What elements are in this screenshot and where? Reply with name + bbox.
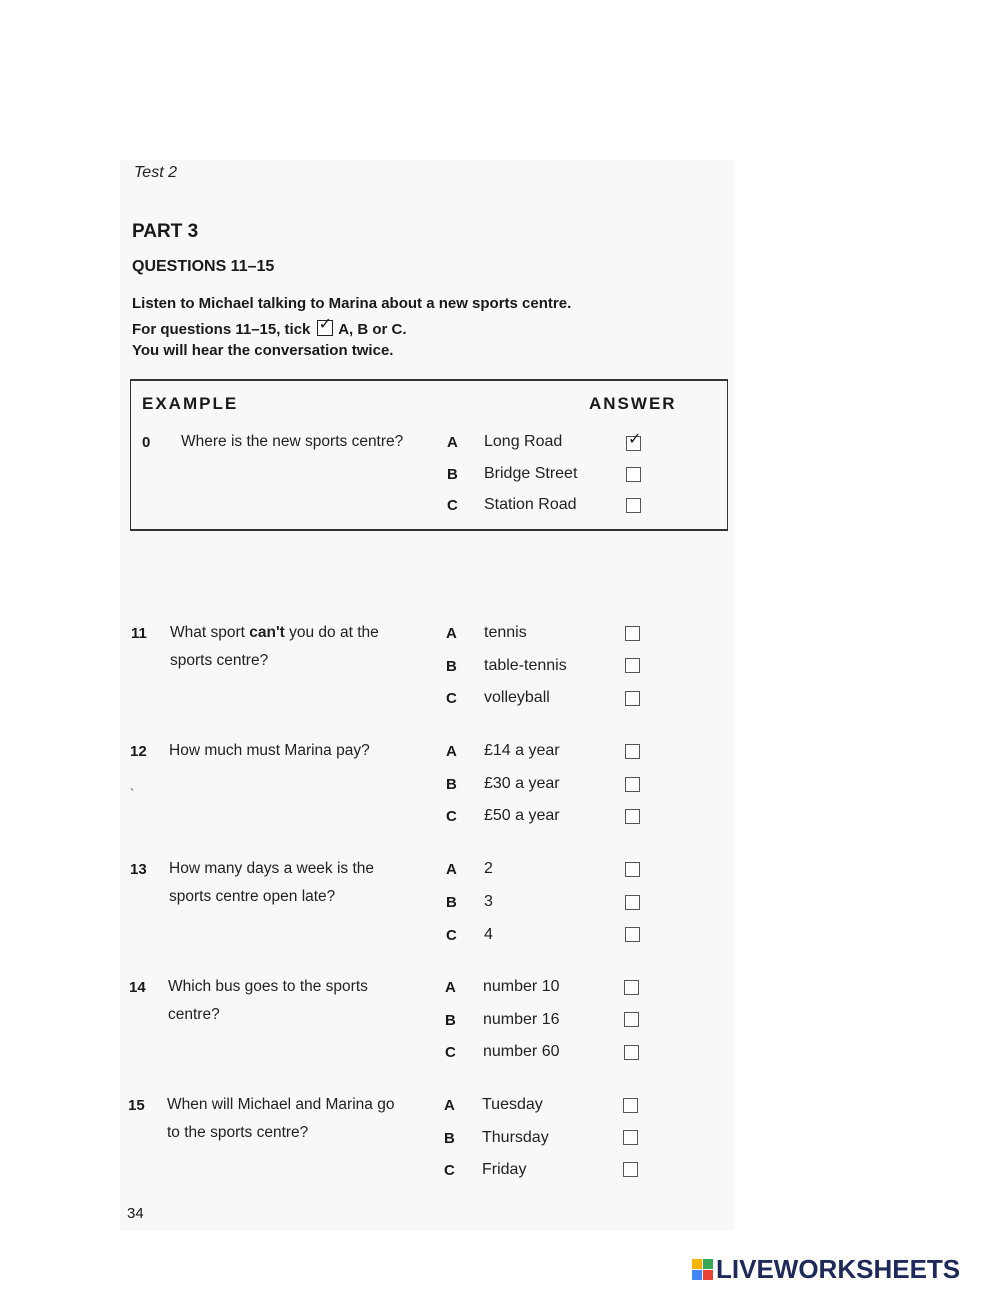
answer-checkbox[interactable] (625, 691, 640, 706)
answer-checkbox[interactable] (625, 927, 640, 942)
example-option-letter: B (447, 466, 458, 483)
question-number: 14 (129, 979, 146, 996)
answer-checkbox[interactable] (625, 744, 640, 759)
option-text: 3 (484, 893, 493, 910)
answer-checkbox[interactable] (625, 658, 640, 673)
answer-checkbox[interactable] (624, 1012, 639, 1027)
option-text: 2 (484, 860, 493, 877)
option-letter: A (446, 743, 457, 760)
option-text: £50 a year (484, 807, 560, 824)
option-text: number 16 (483, 1011, 560, 1028)
option-letter: A (446, 861, 457, 878)
example-option-text: Station Road (484, 496, 577, 513)
example-option-letter: C (447, 497, 458, 514)
tick-mark: ✓ (628, 431, 642, 448)
logo-square (692, 1270, 702, 1280)
answer-checkbox[interactable] (624, 1045, 639, 1060)
option-letter: B (446, 894, 457, 911)
option-letter: A (445, 979, 456, 996)
brand-text: LIVEWORKSHEETS (716, 1253, 961, 1284)
answer-checkbox[interactable] (625, 777, 640, 792)
answer-checkbox[interactable] (625, 895, 640, 910)
option-letter: C (446, 808, 457, 825)
answer-checkbox[interactable] (625, 626, 640, 641)
logo-square (692, 1259, 702, 1269)
option-text: £30 a year (484, 775, 560, 792)
question-number: 12 (130, 743, 147, 760)
question-text-line-1 (170, 619, 379, 647)
questions-title: QUESTIONS 11–15 (132, 258, 275, 275)
answer-title: ANSWER (589, 394, 677, 413)
option-text: volleyball (484, 689, 550, 706)
example-option-letter: A (447, 434, 458, 451)
instruction-line-2 (132, 316, 407, 338)
option-text: number 60 (483, 1043, 560, 1060)
answer-checkbox[interactable] (623, 1130, 638, 1145)
answer-checkbox[interactable] (623, 1098, 638, 1113)
question-number: 11 (131, 625, 147, 642)
logo-square (703, 1259, 713, 1269)
option-letter: C (445, 1044, 456, 1061)
question-text-part: you do at the (284, 624, 379, 641)
example-answer-checkbox[interactable] (626, 467, 641, 482)
example-title: EXAMPLE (142, 394, 239, 413)
option-text: table-tennis (484, 657, 567, 674)
question-number: 15 (128, 1097, 145, 1114)
example-number: 0 (142, 434, 151, 451)
question-text-line-1: How many days a week is the (169, 860, 375, 877)
question-text-line-2: sports centre? (170, 652, 269, 669)
option-text: number 10 (483, 978, 560, 995)
answer-checkbox[interactable] (625, 809, 640, 824)
answer-checkbox[interactable] (623, 1162, 638, 1177)
example-answer-checkbox[interactable] (626, 498, 641, 513)
option-text: £14 a year (484, 742, 560, 759)
option-letter: C (446, 927, 457, 944)
question-text-line-2: sports centre open late? (169, 888, 336, 905)
liveworksheets-logo (692, 1254, 960, 1284)
instruction-line-2-pre: For questions 11–15, tick (132, 321, 311, 338)
option-letter: A (444, 1097, 455, 1114)
question-text-line-1: How much must Marina pay? (169, 742, 370, 759)
option-text: Thursday (482, 1129, 549, 1146)
option-letter: B (446, 776, 457, 793)
option-letter: A (446, 625, 457, 642)
question-text-line-1: Which bus goes to the sports (168, 978, 368, 995)
option-letter: C (446, 690, 457, 707)
instruction-line-3: You will hear the conversation twice. (132, 342, 394, 359)
option-text: tennis (484, 624, 527, 641)
question-text-line-2: centre? (168, 1006, 220, 1023)
instruction-line-2-post: A, B or C. (338, 321, 407, 338)
question-text-part: What sport (170, 624, 250, 641)
answer-checkbox[interactable] (624, 980, 639, 995)
question-text-emphasis: can't (249, 624, 285, 641)
option-text: Tuesday (482, 1096, 543, 1113)
page-number: 34 (127, 1205, 144, 1222)
question-text-line-1: When will Michael and Marina go (167, 1096, 395, 1113)
option-letter: B (444, 1130, 455, 1147)
tick-box-icon (317, 316, 333, 336)
option-letter: B (446, 658, 457, 675)
example-option-text: Bridge Street (484, 465, 578, 482)
example-option-text: Long Road (484, 433, 563, 450)
instruction-line-1: Listen to Michael talking to Marina about a new sports centre. (132, 295, 572, 312)
question-number: 13 (130, 861, 147, 878)
stray-mark: ` (130, 786, 135, 801)
option-text: Friday (482, 1161, 527, 1178)
question-text-line-2: to the sports centre? (167, 1124, 309, 1141)
liveworksheets-icon (692, 1259, 713, 1280)
part-title: PART 3 (132, 221, 199, 242)
logo-square (703, 1270, 713, 1280)
option-letter: B (445, 1012, 456, 1029)
tick-mark: ✓ (318, 316, 332, 333)
test-label: Test 2 (134, 164, 177, 181)
option-text: 4 (484, 926, 493, 943)
example-question: Where is the new sports centre? (181, 433, 404, 450)
answer-checkbox[interactable] (625, 862, 640, 877)
option-letter: C (444, 1162, 455, 1179)
example-answer-checkbox[interactable] (626, 431, 642, 451)
